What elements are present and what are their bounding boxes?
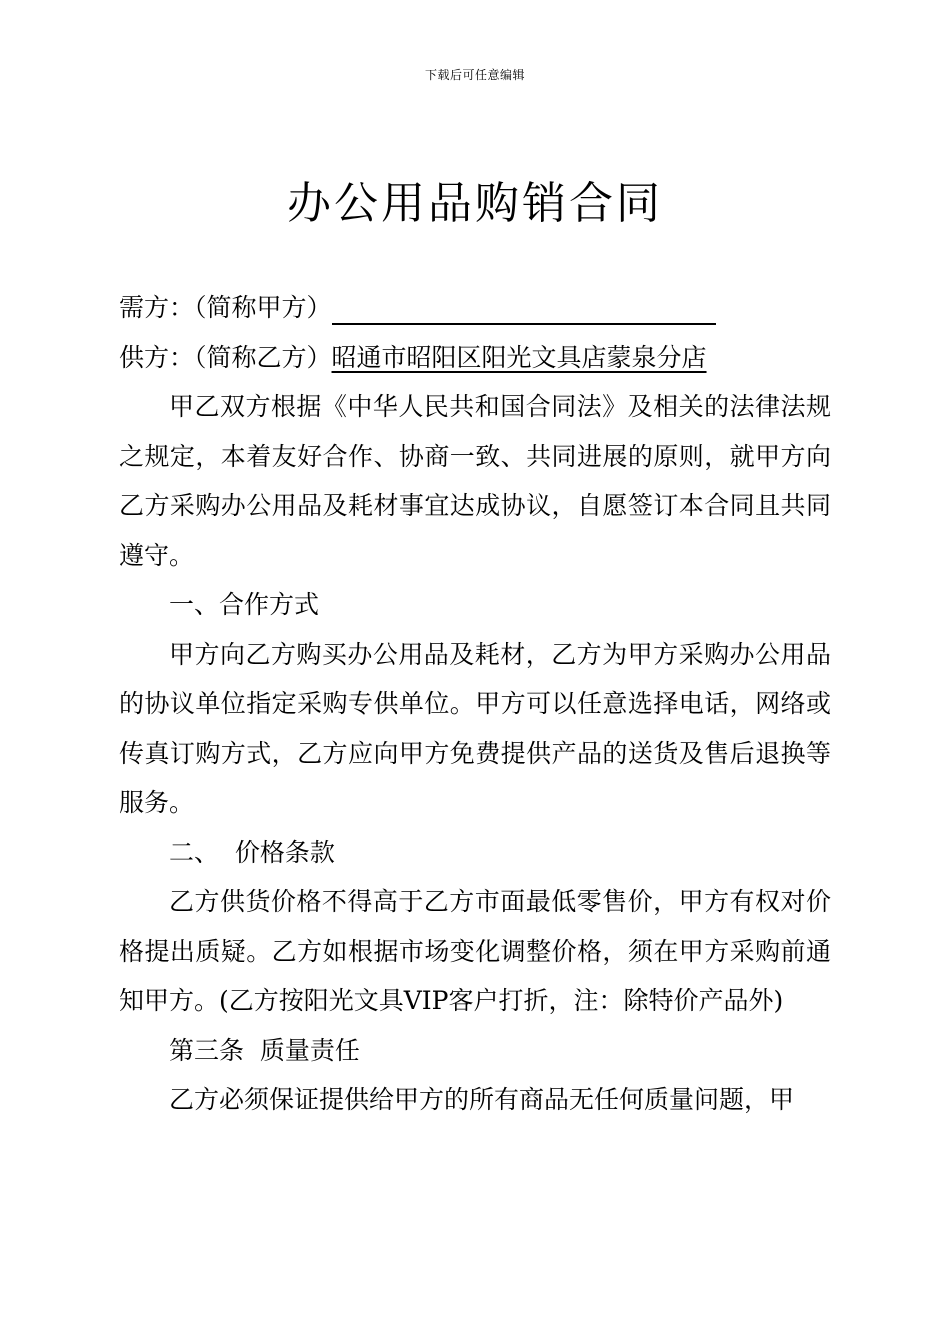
- section-body-2: 乙方供货价格不得高于乙方市面最低零售价，甲方有权对价格提出质疑。乙方如根据市场变化调整价格，须在甲方采购前通知甲方。(乙方按阳光文具VIP客户打折，注：除特价产品外): [119, 887, 831, 1015]
- party-a-blank-field[interactable]: [332, 289, 716, 325]
- party-b-line: [119, 333, 831, 383]
- document-title: 办公用品购销合同: [287, 178, 663, 229]
- section-body-1: 甲方向乙方购买办公用品及耗材，乙方为甲方采购办公用品的协议单位指定采购专供单位。甲方可以任意选择电话，网络或传真订购方式，乙方应向甲方免费提供产品的送货及售后退换等服务。: [119, 639, 831, 817]
- party-a-label: 需方：（简称甲方）: [119, 293, 332, 322]
- section-heading-3: 第三条 质量责任: [169, 1035, 360, 1065]
- contract-body: [119, 283, 831, 1125]
- section-heading-1: 一、合作方式: [169, 590, 320, 619]
- section-body-3: 乙方必须保证提供给甲方的所有商品无任何质量问题，甲: [169, 1085, 795, 1114]
- party-b-name: 昭通市昭阳区阳光文具店蒙泉分店: [331, 342, 707, 372]
- party-b-label: 供方：（简称乙方）: [119, 342, 332, 372]
- intro-paragraph: 甲乙双方根据《中华人民共和国合同法》及相关的法律法规之规定，本着友好合作、协商一致、共同进展的原则，就甲方向乙方采购办公用品及耗材事宜达成协议，自愿签订本合同且共同遵守。: [119, 392, 831, 570]
- header-note: 下载后可任意编辑: [424, 68, 525, 82]
- party-a-line: [119, 283, 831, 333]
- section-heading-2: 二、 价格条款: [169, 837, 335, 867]
